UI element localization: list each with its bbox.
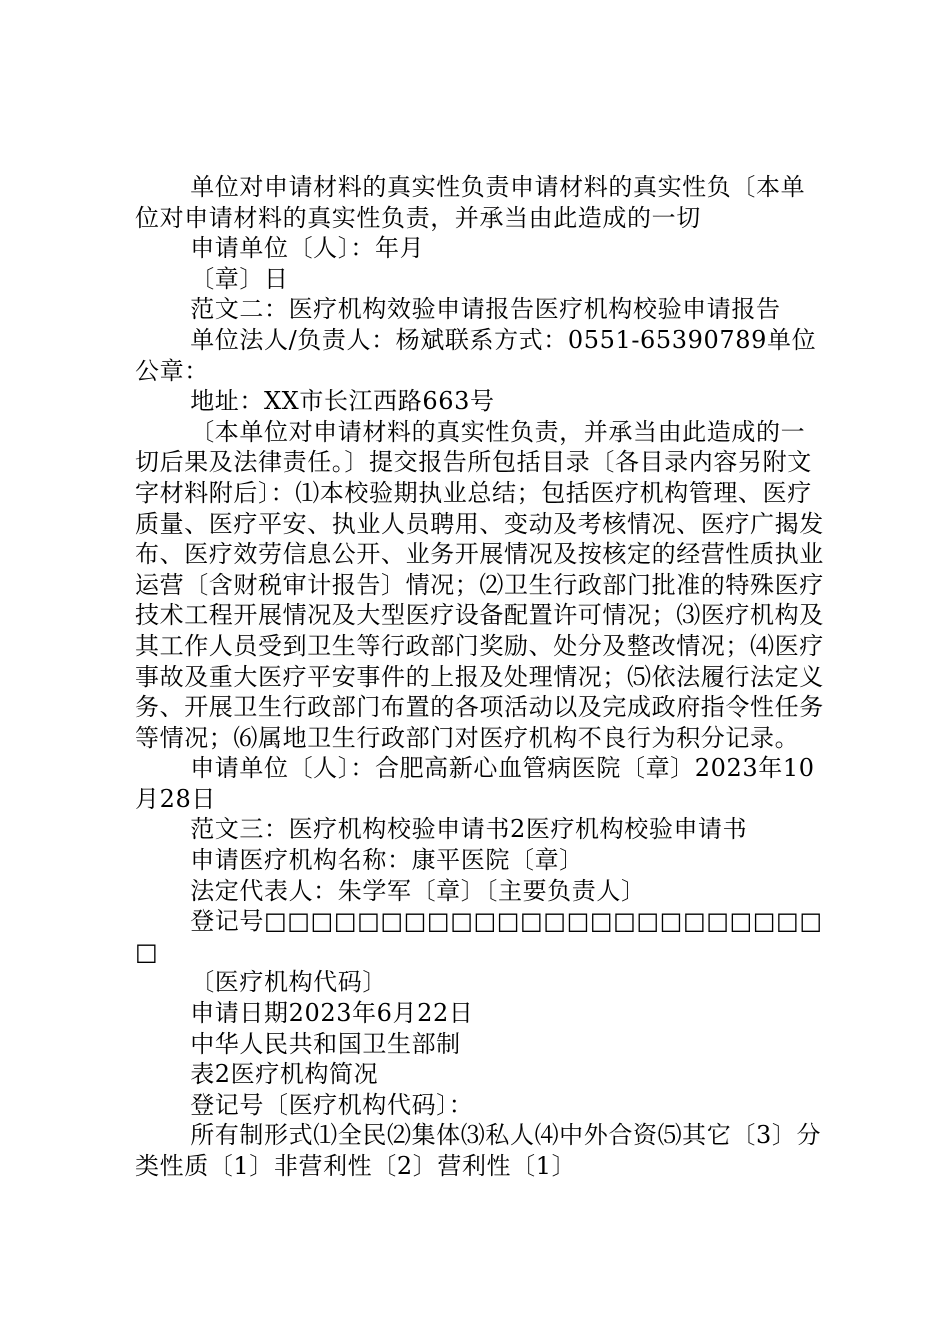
paragraph-2: 申请单位〔人〕：年月 — [190, 234, 425, 263]
paragraph-11: 法定代表人：朱学军〔章〕〔主要负责人〕 — [190, 876, 646, 905]
paragraph-17: 登记号〔医疗机构代码〕： — [190, 1090, 474, 1119]
paragraph-16: 表2医疗机构简况 — [190, 1060, 379, 1089]
paragraph-6: 地址：XX市长江西路663号 — [190, 387, 495, 416]
paragraph-1: 单位对申请材料的真实性负责申请材料的真实性负〔本单位对申请材料的真实性负责，并承当由此造成的一切 — [135, 173, 806, 232]
paragraph-10: 申请医疗机构名称：康平医院〔章〕 — [190, 846, 584, 875]
paragraph-13: 〔医疗机构代码〕 — [190, 968, 387, 997]
paragraph-8: 申请单位〔人〕：合肥高新心血管病医院〔章〕2023年10月28日 — [135, 754, 815, 813]
paragraph-4: 范文二：医疗机构效验申请报告医疗机构校验申请报告 — [190, 295, 781, 324]
paragraph-12: 登记号□□□□□□□□□□□□□□□□□□□□□□□□□ — [135, 907, 823, 966]
paragraph-3: 〔章〕日 — [190, 264, 289, 293]
paragraph-18: 所有制形式⑴全民⑵集体⑶私人⑷中外合资⑸其它〔3〕分类性质〔1〕非营利性〔2〕营利性〔1〕 — [135, 1121, 822, 1180]
paragraph-15: 中华人民共和国卫生部制 — [190, 1029, 461, 1058]
paragraph-7: 〔本单位对申请材料的真实性负责，并承当由此造成的一切后果及法律责任。〕提交报告所包括目录〔各目录内容另附文字材料附后〕：⑴本校验期执业总结；包括医疗机构管理、医疗质量、医疗平安、执业人员聘用、变动及考核情况、医疗广揭发布、医疗效劳信息公开、业务开展情况及按核定的经营性质执业运营〔含财税审计报告〕情况；⑵卫生行政部门批准的特殊医疗技术工程开展情况及大型医疗设备配置许可情况；⑶医疗机构及其工作人员受到卫生等行政部门奖励、处分及整改情况；⑷医疗事故及重大医疗平安事件的上报及处理情况；⑸依法履行法定义务、开展卫生行政部门布置的各项活动以及完成政府指令性任务等情况；⑹属地卫生行政部门对医疗机构不良行为积分记录。 — [135, 417, 824, 752]
paragraph-5: 单位法人/负责人：杨斌联系方式：0551-65390789单位公章： — [135, 325, 817, 385]
paragraph-14: 申请日期2023年6月22日 — [190, 999, 474, 1028]
document-body — [135, 172, 825, 1182]
paragraph-9: 范文三：医疗机构校验申请书2医疗机构校验申请书 — [190, 815, 748, 844]
